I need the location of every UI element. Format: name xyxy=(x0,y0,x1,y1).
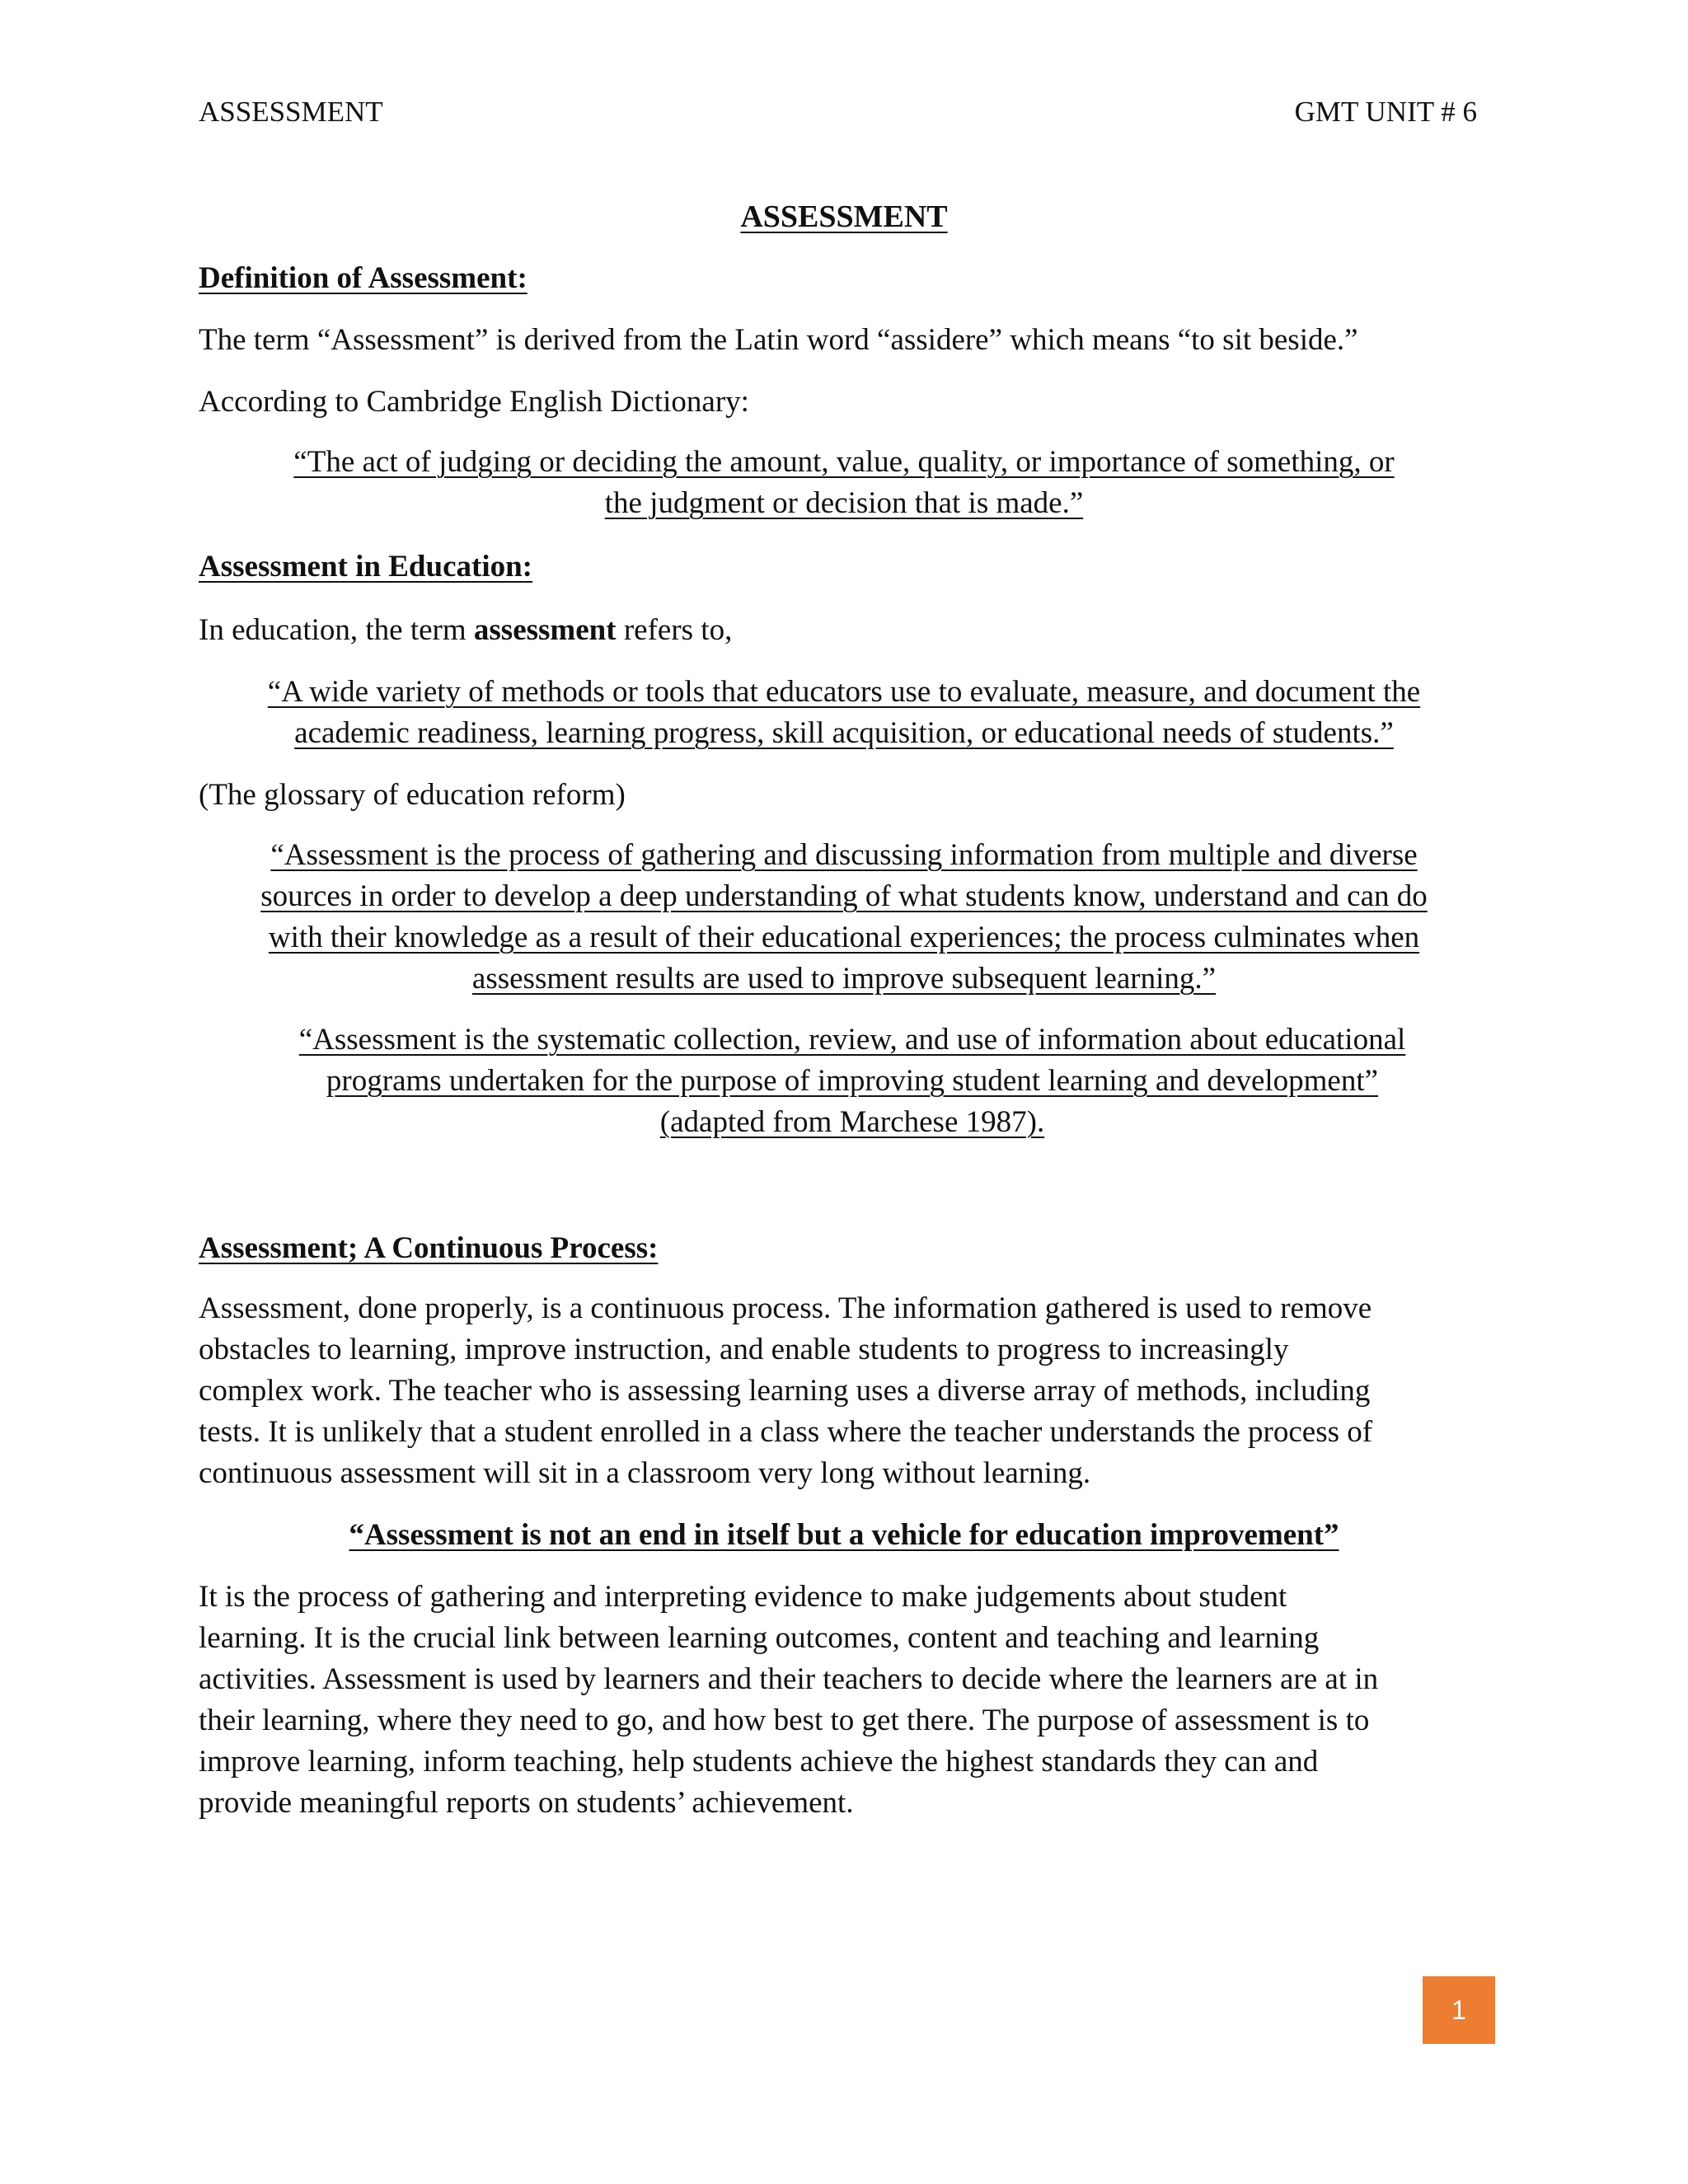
intro-text-end: refers to, xyxy=(616,613,733,647)
quote-line: programs undertaken for the purpose of improving student learning and development” xyxy=(326,1064,1379,1098)
quote-line: with their knowledge as a result of their educational experiences; the process culminates when xyxy=(268,921,1420,954)
intro-text: In education, the term xyxy=(199,613,474,647)
paragraph-line: Assessment, done properly, is a continuous process. The information gathered is used to remove xyxy=(199,1291,1372,1325)
highlight-quote: “Assessment is not an end in itself but a vehicle for education improvement” xyxy=(349,1518,1339,1552)
paragraph-line: their learning, where they need to go, and how best to get there. The purpose of assessment is to xyxy=(199,1704,1370,1737)
cambridge-quote xyxy=(198,442,1490,524)
paragraph-line: obstacles to learning, improve instruction, and enable students to progress to increasingly xyxy=(199,1333,1289,1366)
definition-heading: Definition of Assessment: xyxy=(199,261,528,295)
quote-line: “A wide variety of methods or tools that educators use to evaluate, measure, and document the xyxy=(267,675,1421,709)
quote-line: “Assessment is the systematic collection, review, and use of information about educational xyxy=(298,1023,1406,1057)
page-number-badge: 1 xyxy=(1423,1976,1495,2044)
glossary-source: (The glossary of education reform) xyxy=(199,778,626,812)
quote-line: “The act of judging or deciding the amount, value, quality, or importance of something, or xyxy=(293,445,1395,479)
paragraph-line: activities. Assessment is used by learners and their teachers to decide where the learners are at in xyxy=(199,1662,1379,1696)
quote-line: “Assessment is the process of gathering and discussing information from multiple and diverse xyxy=(270,838,1418,872)
paragraph-line: tests. It is unlikely that a student enrolled in a class where the teacher understands the process of xyxy=(199,1415,1373,1449)
process-quote xyxy=(198,835,1490,1000)
quote-line: sources in order to develop a deep understanding of what students know, understand and can do xyxy=(260,879,1428,913)
paragraph-line: provide meaningful reports on students’ achievement. xyxy=(199,1786,854,1820)
glossary-quote xyxy=(198,672,1490,754)
definition-source-intro: According to Cambridge English Dictionary: xyxy=(199,385,749,419)
definition-origin: The term “Assessment” is derived from the Latin word “assidere” which means “to sit beside.” xyxy=(199,323,1358,357)
education-intro xyxy=(199,610,732,651)
continuous-paragraph-1 xyxy=(199,1288,1484,1494)
paragraph-line: It is the process of gathering and interpreting evidence to make judgements about student xyxy=(199,1580,1287,1614)
paragraph-line: learning. It is the crucial link between learning outcomes, content and teaching and learning xyxy=(199,1621,1320,1655)
marchese-quote xyxy=(247,1019,1457,1143)
continuous-heading: Assessment; A Continuous Process: xyxy=(199,1231,659,1265)
paragraph-line: complex work. The teacher who is assessing learning uses a diverse array of methods, including xyxy=(199,1374,1371,1408)
continuous-paragraph-2 xyxy=(199,1577,1484,1824)
education-heading: Assessment in Education: xyxy=(199,550,532,583)
quote-line: the judgment or decision that is made.” xyxy=(604,486,1084,520)
page-title: ASSESSMENT xyxy=(740,199,948,234)
paragraph-line: continuous assessment will sit in a classroom very long without learning. xyxy=(199,1456,1091,1490)
header-left: ASSESSMENT xyxy=(199,96,383,128)
quote-line: assessment results are used to improve subsequent learning.” xyxy=(471,962,1217,996)
quote-line: academic readiness, learning progress, skill acquisition, or educational needs of students.” xyxy=(294,716,1394,750)
header-right: GMT UNIT # 6 xyxy=(1294,96,1477,128)
paragraph-line: improve learning, inform teaching, help students achieve the highest standards they can and xyxy=(199,1745,1319,1779)
quote-line: (adapted from Marchese 1987). xyxy=(659,1105,1045,1139)
intro-bold-term: assessment xyxy=(473,613,617,647)
